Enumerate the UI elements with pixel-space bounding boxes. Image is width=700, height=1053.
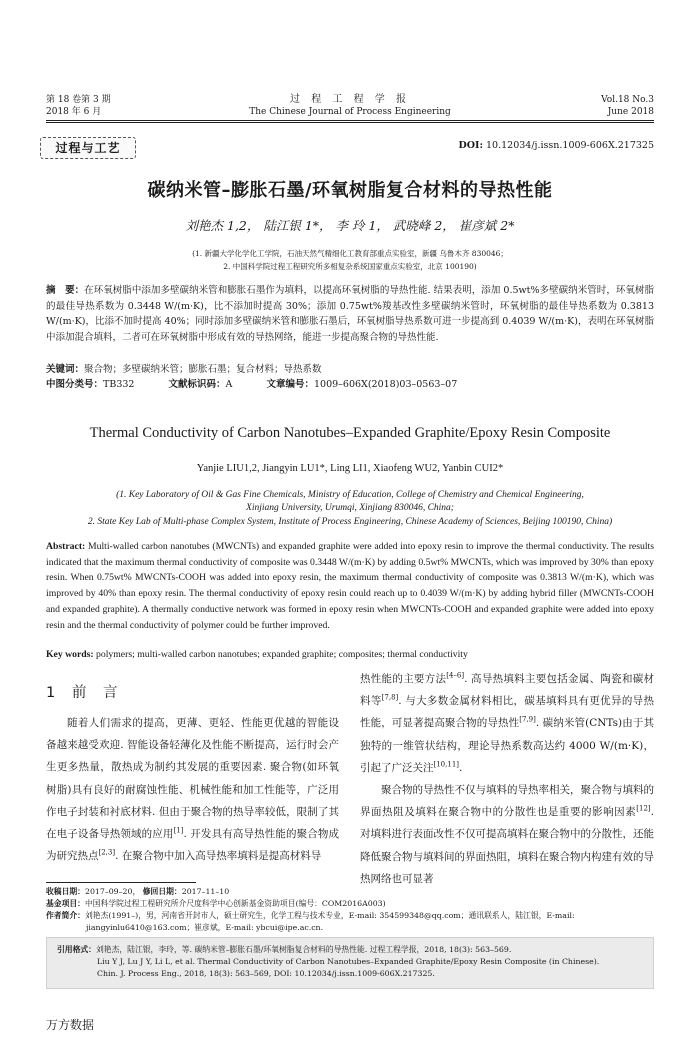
revised-date: 2017–11–10 <box>181 887 230 896</box>
citation-ref[interactable]: [10,11] <box>433 760 460 769</box>
body-text: . 高导热填料主要包括金属、陶瓷和碳材料等 <box>360 673 655 708</box>
author-bio-label: 作者简介： <box>46 911 85 920</box>
volume-en: Vol.18 No.3 <box>601 95 654 105</box>
abstract-en-label: Abstract: <box>46 541 86 552</box>
keywords-en <box>46 649 654 660</box>
fund-text: 中国科学院过程工程研究所介尺度科学中心创新基金资助项目(编号：COM2016A003) <box>84 899 386 908</box>
article-no-label: 文章编号： <box>266 379 314 390</box>
fund-line <box>46 898 654 910</box>
doi-value[interactable]: 10.12034/j.issn.1009-606X.217325 <box>486 140 654 151</box>
abstract-cn-label: 摘 要： <box>46 285 85 296</box>
keywords-cn-text: 聚合物；多壁碳纳米管；膨胀石墨；复合材料；导热系数 <box>84 364 322 375</box>
author-bio-text: 刘艳杰(1991–)，男，河南省开封市人，硕士研究生，化学工程与技术专业，E-mail: 354599348@qq.com；通讯联系人，陆江银，E-mail: <box>84 911 575 920</box>
journal-name-cn: 过 程 工 程 学 报 <box>290 94 410 105</box>
citation-ref[interactable]: [7,9] <box>519 715 536 724</box>
date-cn: 2018 年 6 月 <box>46 107 102 117</box>
author-bio-line-2: jiangyinlu6410@163.com；崔彦斌，E-mail: ybcui@ipe.ac.cn. <box>86 923 324 932</box>
header-rule <box>46 120 654 121</box>
header-center <box>46 94 654 118</box>
body-text: . 对填料进行表面改性不仅可提高填料在聚合物中的分散性，还能降低聚合物与填料间的界面热阻，填料在聚合物内构建有效的导热网络也可显著 <box>360 806 654 885</box>
affiliation-en-1: (1. Key Laboratory of Oil & Gas Fine Chemicals, Ministry of Education, College of Chemistry and Chemical Engineering, <box>116 490 584 500</box>
abstract-cn-text: 在环氧树脂中添加多壁碳纳米管和膨胀石墨作为填料，以提高环氧树脂的导热性能. 结果表明，添加 0.5wt%多壁碳纳米管时，环氧树脂的最佳导热系数为 0.3448 W/(m·K)，比不添加时提高 30%；添加 0.75wt%羧基改性多壁碳纳米管时，环氧树脂的最佳导热系数为 0.3813 W/(m·K)，比添不加时提高 40%；同时添加多壁碳纳米管和膨胀石墨后，环氧树脂导热系数可进一步提高到 0.4039 W/(m·K)，表明在环氧树脂中添加混合填料，二者可在环氧树脂中形成有效的导热网络，能进一步提高聚合物的导热性能. <box>46 285 654 343</box>
volume-cn: 第 18 卷第 3 期 <box>46 95 111 105</box>
watermark: 万方数据 <box>46 1018 95 1032</box>
classification-cn <box>46 377 457 392</box>
revised-label: 修回日期： <box>142 887 182 896</box>
body-text: . 与大多数金属材料相比，碳基填料具有更优异的导热性能，可显著提高聚合物的导热性 <box>360 695 654 730</box>
citation-ref[interactable]: [12] <box>636 804 651 813</box>
body-text: . 开发具有高导热性能的聚合物成为研究热点 <box>46 828 340 863</box>
keywords-cn-label: 关键词： <box>46 364 85 375</box>
doc-code-value: A <box>225 379 233 390</box>
journal-name-en: The Chinese Journal of Process Engineering <box>249 107 451 117</box>
body-column-right <box>360 668 654 890</box>
affiliation-en-3: 2. State Key Lab of Multi-phase Complex System, Institute of Process Engineering, Chinese Academy of Sciences, Beijing 100190, China) <box>87 517 613 527</box>
affiliation-en-2: Xinjiang University, Urumqi, Xinjiang 830046, China; <box>246 503 454 513</box>
keywords-en-text: polymers; multi-walled carbon nanotubes; expanded graphite; composites; thermal conductivity <box>96 649 468 660</box>
column-tag: 过程与工艺 <box>40 137 136 159</box>
affiliation-cn-1: (1. 新疆大学化学化工学院，石油天然气精细化工教育部重点实验室，新疆 乌鲁木齐 830046； <box>192 249 508 258</box>
citation-ref[interactable]: [1] <box>173 826 184 835</box>
paragraph <box>360 779 654 890</box>
abstract-en-text: Multi-walled carbon nanotubes (MWCNTs) and expanded graphite were added into epoxy resin to improve the thermal conductivity. The results indicated that the maximum thermal conductivity of composite was 0.3448 W/(m·K) by adding 0.5wt% MWCNTs, which was improved by 30% than epoxy resin. When 0.75wt% MWCNTs-COOH was added into epoxy resin, the maximum thermal conductivity of composite was 0.3813 W/(m·K), which was improved by 40% than epoxy resin. The thermal conductivity of epoxy resin could reach up to 0.4039 W/(m·K) by adding hybrid filler (MWCNTs-COOH and expanded graphite). A thermally conductive network was formed in epoxy resin when MWCNTs-COOH and expanded graphite were added into epoxy resin and the thermal conductivity of polymer could be further improved. <box>46 541 654 631</box>
page-title-cn: 碳纳米管–膨胀石墨/环氧树脂复合材料的导热性能 <box>147 180 553 201</box>
keywords-cn <box>46 362 322 377</box>
affiliation-cn-2: 2. 中国科学院过程工程研究所多相复杂系统国家重点实验室，北京 100190) <box>223 262 477 271</box>
authors-cn: 刘艳杰 1,2， 陆江银 1*， 李 玲 1， 武晓峰 2， 崔彦斌 2* <box>185 218 515 233</box>
fund-label: 基金项目： <box>46 899 85 908</box>
date-en: June 2018 <box>607 107 654 117</box>
footnote-rule <box>46 882 196 883</box>
body-text: 随着人们需求的提高，更薄、更轻、性能更优越的智能设备越来越受欢迎. 智能设备轻薄化及性能不断提高，运行时会产生更多热量，散热成为制约其发展的重要因素. 聚合物(如环氧树脂)具有良好的耐腐蚀性能、机械性能和加工性能等，广泛用作电子封装和衬底材料. 但由于聚合物的热导率较低，限制了其在电子设备导热领域的应用 <box>46 717 339 841</box>
doi-label: DOI: <box>458 140 483 151</box>
clc-label: 中图分类号： <box>46 379 104 390</box>
paragraph <box>360 668 654 779</box>
doi[interactable] <box>459 140 655 151</box>
page-title-en: Thermal Conductivity of Carbon Nanotubes–Expanded Graphite/Epoxy Resin Composite <box>89 425 611 441</box>
citation-line-1 <box>57 944 643 956</box>
body-text: 热性能的主要方法 <box>360 673 447 685</box>
citation-ref[interactable]: [7,8] <box>381 693 399 702</box>
body-text: . 碳纳米管(CNTs)由于其独特的一维管状结构，理论导热系数高达约 4000 W/(m·K)，引起了广泛关注 <box>360 717 655 774</box>
body-text: . <box>459 761 463 774</box>
citation-box <box>46 937 654 989</box>
section-heading: 1 前 言 <box>46 685 124 701</box>
abstract-cn <box>46 283 654 345</box>
body-text: 聚合物的导热性不仅与填料的导热率相关，聚合物与填料的界面热阻及填料在聚合物中的分散性也是重要的影响因素 <box>360 784 654 819</box>
received-label: 收稿日期： <box>46 887 85 896</box>
dates-line <box>46 886 654 898</box>
doc-code-label: 文献标识码： <box>168 379 226 390</box>
citation-line-2: Liu Y J, Lu J Y, Li L, et al. Thermal Conductivity of Carbon Nanotubes–Expanded Graphite/Epoxy Resin Composite (in Chinese). <box>97 957 600 966</box>
keywords-en-label: Key words: <box>46 649 94 660</box>
citation-label: 引用格式： <box>57 945 96 954</box>
citation-ref[interactable]: [2,3] <box>98 848 116 857</box>
citation-line-3: Chin. J. Process Eng., 2018, 18(3): 563–569, DOI: 10.12034/j.issn.1009-606X.217325. <box>97 969 435 978</box>
authors-en: Yanjie LIU1,2, Jiangyin LU1*, Ling LI1, Xiaofeng WU2, Yanbin CUI2* <box>196 463 504 474</box>
body-text: . 在聚合物中加入高导热率填料是提高材料导 <box>115 850 322 863</box>
article-no-value: 1009–606X(2018)03–0563–07 <box>314 379 458 390</box>
clc-value: TB332 <box>103 379 135 390</box>
received-date: 2017–09–20， <box>84 887 141 896</box>
running-header <box>46 94 654 118</box>
header-right <box>601 94 654 118</box>
author-bio-line <box>46 910 654 922</box>
citation-text-cn: 刘艳杰，陆江银，李玲，等. 碳纳米管–膨胀石墨/环氧树脂复合材料的导热性能. 过程工程学报，2018, 18(3): 563–569. <box>95 945 512 954</box>
header-rule-2 <box>46 122 654 123</box>
citation-ref[interactable]: [4–6] <box>446 671 465 680</box>
footnotes <box>46 886 654 934</box>
body-column-left <box>46 712 339 867</box>
abstract-en <box>46 539 654 633</box>
